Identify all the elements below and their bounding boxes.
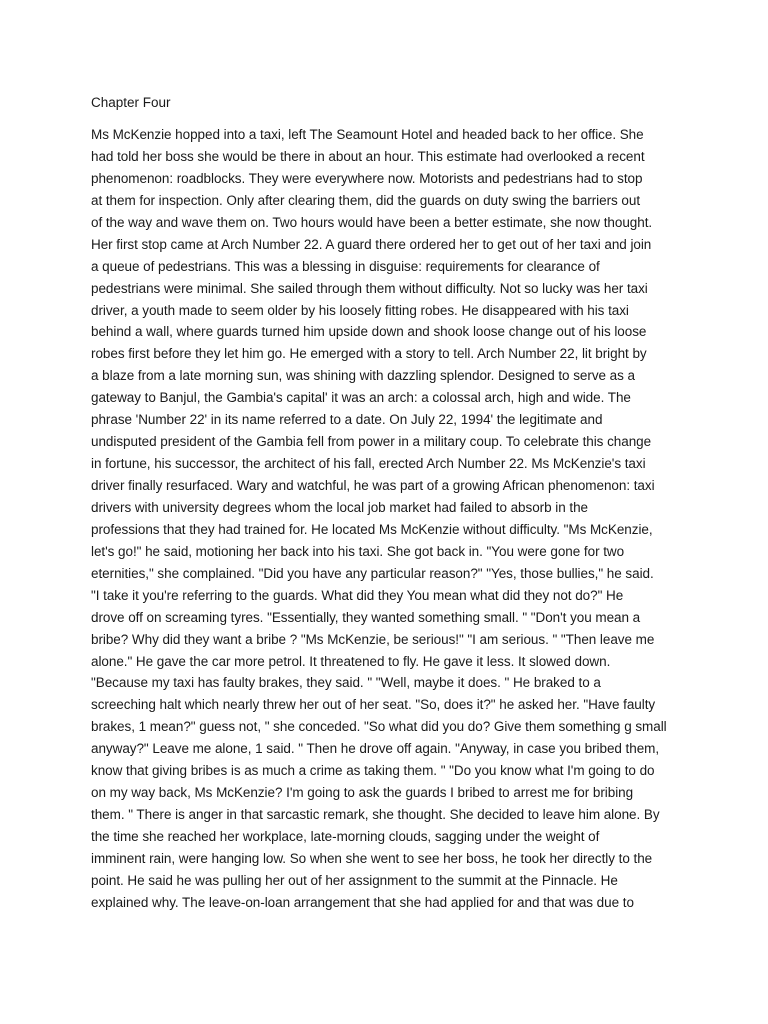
text-line: of the way and wave them on. Two hours would have been a better estimate, she now thought. [91,214,653,230]
chapter-body [91,124,691,914]
text-line: drivers with university degrees whom the local job market had failed to absorb in the [91,499,589,515]
text-line: phrase 'Number 22' in its name referred to a date. On July 22, 1994' the legitimate and [91,412,603,428]
text-line: let's go!" he said, motioning her back into his taxi. She got back in. "You were gone for two [91,543,625,559]
text-line: drove off on screaming tyres. "Essentially, they wanted something small. " "Don't you mean a [91,609,641,625]
text-line: driver, a youth made to seem older by his loosely fitting robes. He disappeared with his taxi [91,302,629,318]
text-line: bribe? Why did they want a bribe ? "Ms McKenzie, be serious!" "I am serious. " "Then leave me [91,631,655,647]
text-line: a queue of pedestrians. This was a blessing in disguise: requirements for clearance of [91,258,600,274]
text-line: gateway to Banjul, the Gambia's capital' it was an arch: a colossal arch, high and wide. The [91,390,631,406]
text-line: on my way back, Ms McKenzie? I'm going to ask the guards I bribed to arrest me for bribing [91,785,634,801]
text-line: Ms McKenzie hopped into a taxi, left The Seamount Hotel and headed back to her office. She [91,127,644,142]
text-line: eternities," she complained. "Did you have any particular reason?" "Yes, those bullies," he said. [91,565,654,581]
text-line: know that giving bribes is as much a crime as taking them. " "Do you know what I'm going to do [91,763,655,779]
text-line: anyway?" Leave me alone, 1 said. " Then he drove off again. "Anyway, in case you bribed them, [91,741,660,757]
text-line: driver finally resurfaced. Wary and watchful, he was part of a growing African phenomenon: taxi [91,478,655,493]
text-line: professions that they had trained for. He located Ms McKenzie without difficulty. "Ms McKenzie, [91,521,653,537]
text-line: alone." He gave the car more petrol. It threatened to fly. He gave it less. It slowed down. [91,653,611,669]
text-line: brakes, 1 mean?" guess not, " she conceded. "So what did you do? Give them something g small [91,719,667,735]
text-line: undisputed president of the Gambia fell from power in a military coup. To celebrate this change [91,434,652,450]
text-line: had told her boss she would be there in about an hour. This estimate had overlooked a recent [91,148,645,164]
text-line: explained why. The leave-on-loan arrangement that she had applied for and that was due to [91,894,634,910]
text-line: imminent rain, were hanging low. So when she went to see her boss, he took her directly to the [91,850,653,866]
text-line: behind a wall, where guards turned him upside down and shook loose change out of his loose [91,324,647,340]
text-line: at them for inspection. Only after clearing them, did the guards on duty swing the barriers out [91,192,641,208]
text-line: point. He said he was pulling her out of her assignment to the summit at the Pinnacle. He [91,872,618,888]
chapter-heading: Chapter Four [91,95,171,110]
text-line: pedestrians were minimal. She sailed through them without difficulty. Not so lucky was her taxi [91,280,648,296]
text-line: screeching halt which nearly threw her out of her seat. "So, does it?" he asked her. "Have faulty [91,697,656,713]
text-line: "Because my taxi has faulty brakes, they said. " "Well, maybe it does. " He braked to a [91,675,601,691]
text-line: a blaze from a late morning sun, was shining with dazzling splendor. Designed to serve as a [91,368,636,384]
text-line: the time she reached her workplace, late-morning clouds, sagging under the weight of [91,829,600,844]
text-line: in fortune, his successor, the architect of his fall, erected Arch Number 22. Ms McKenzie's taxi [91,456,646,472]
text-line: them. " There is anger in that sarcastic remark, she thought. She decided to leave him alone. By [91,807,660,823]
text-line: phenomenon: roadblocks. They were everywhere now. Motorists and pedestrians had to stop [91,170,643,186]
text-line: "I take it you're referring to the guards. What did they You mean what did they not do?" He [91,587,624,603]
text-line: robes first before they let him go. He emerged with a story to tell. Arch Number 22, lit bright by [91,346,647,362]
text-line: Her first stop came at Arch Number 22. A guard there ordered her to get out of her taxi and join [91,236,652,252]
